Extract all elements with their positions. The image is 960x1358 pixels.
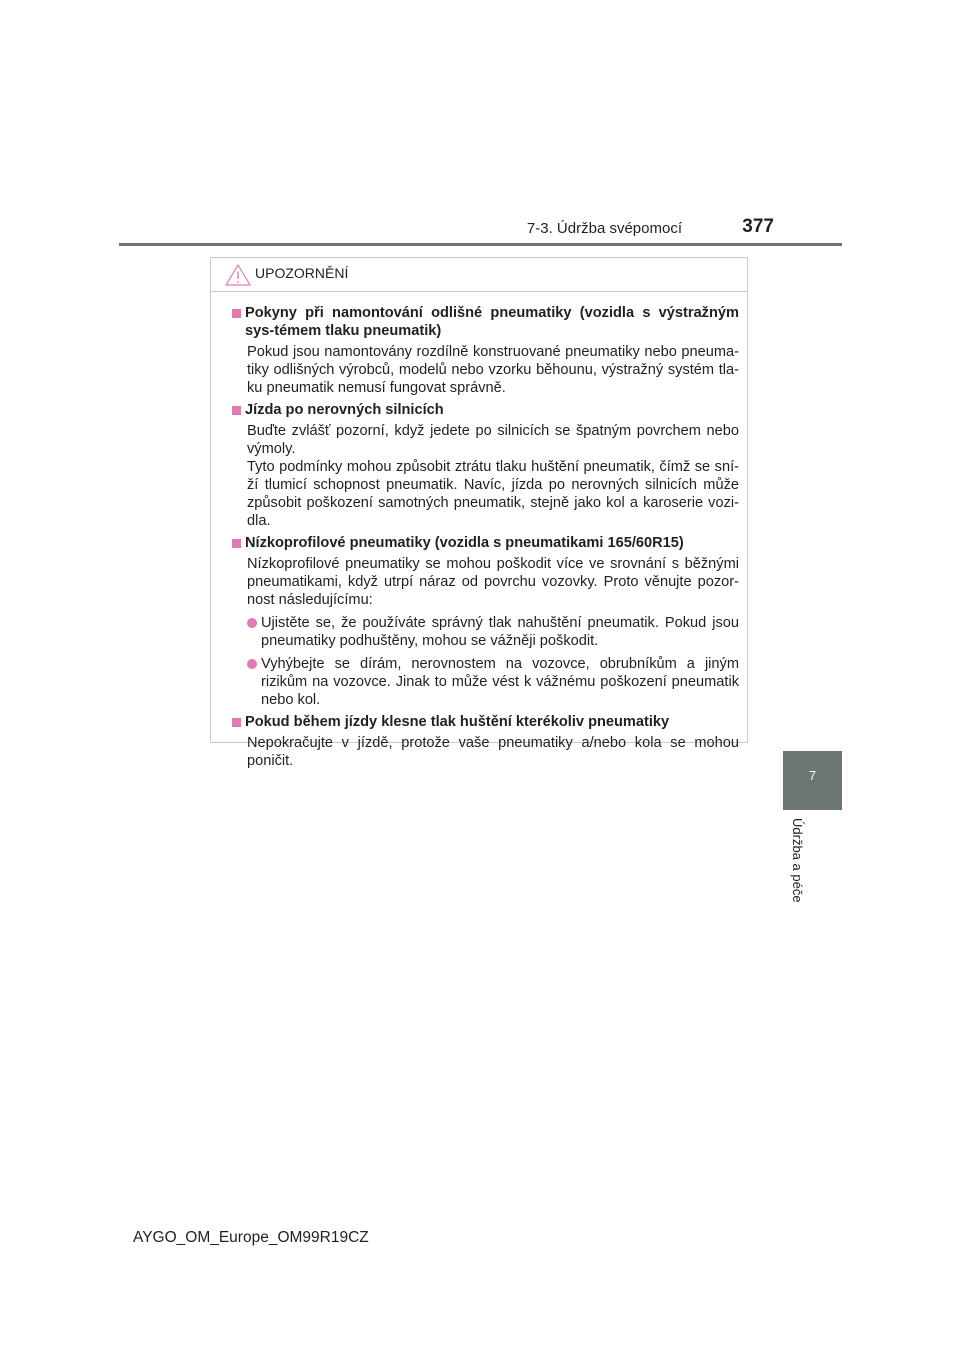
section-heading — [229, 304, 739, 340]
caution-header — [211, 258, 747, 292]
square-bullet-icon — [232, 406, 241, 415]
paragraph: Nepokračujte v jízdě, protože vaše pneumatiky a/nebo kola se mohou poničit. — [247, 735, 739, 769]
section-heading — [229, 401, 739, 419]
header-rule — [119, 243, 842, 246]
footer-doc-id: AYGO_OM_Europe_OM99R19CZ — [133, 1229, 369, 1246]
page-number: 377 — [742, 216, 774, 237]
paragraph: Pokud jsou namontovány rozdílně konstruované pneumatiky nebo pneuma-tiky odlišných výrobců, modelů nebo vzorku běhounu, výstražný systém tla-ku pneumatik nemusí fungovat správně. — [247, 344, 739, 396]
round-bullet-icon — [247, 618, 257, 628]
section-heading-text: Jízda po nerovných silnicích — [245, 402, 444, 418]
bullet-item — [229, 614, 739, 650]
warning-triangle-icon — [225, 264, 251, 286]
bullet-text: Ujistěte se, že používáte správný tlak nahuštění pneumatik. Pokud jsou pneumatiky podhuštěny, mohou se vážněji poškodit. — [261, 615, 739, 649]
section-title: 7-3. Údržba svépomocí — [526, 220, 682, 237]
square-bullet-icon — [232, 539, 241, 548]
caution-section — [229, 401, 739, 530]
chapter-label: Údržba a péče — [790, 818, 805, 903]
caution-title: UPOZORNĚNÍ — [255, 265, 349, 281]
bullet-item — [229, 655, 739, 709]
chapter-tab — [783, 751, 842, 810]
caution-section — [229, 304, 739, 397]
section-heading-text: Pokyny při namontování odlišné pneumatiky (vozidla s výstražným sys-témem tlaku pneumatik) — [245, 305, 739, 339]
paragraph: Nízkoprofilové pneumatiky se mohou poškodit více ve srovnání s běžnými pneumatikami, když utrpí náraz od povrchu vozovky. Proto věnujte pozor-nost následujícímu: — [247, 556, 739, 608]
round-bullet-icon — [247, 659, 257, 669]
bullet-text: Vyhýbejte se dírám, nerovnostem na vozovce, obrubníkům a jiným rizikům na vozovce. Jinak to může vést k vážnému poškození pneumatik nebo kol. — [261, 656, 739, 708]
square-bullet-icon — [232, 718, 241, 727]
section-heading-text: Pokud během jízdy klesne tlak huštění kterékoliv pneumatiky — [245, 714, 670, 730]
section-heading — [229, 713, 739, 731]
section-heading-text: Nízkoprofilové pneumatiky (vozidla s pneumatikami 165/60R15) — [245, 535, 684, 551]
chapter-number: 7 — [808, 768, 817, 783]
caution-section — [229, 713, 739, 770]
caution-box — [210, 257, 748, 769]
paragraph: Buďte zvlášť pozorní, když jedete po silnicích se špatným povrchem nebo výmoly. — [247, 423, 739, 457]
caution-body — [211, 292, 747, 770]
section-heading — [229, 534, 739, 552]
caution-section — [229, 534, 739, 709]
paragraph: Tyto podmínky mohou způsobit ztrátu tlaku huštění pneumatik, čímž se sní-ží tlumicí schopnost pneumatik. Navíc, jízda po nerovných silnicích může způsobit poškození samotných pneumatik, stejně jako kol a karoserie vozi-dla. — [247, 459, 739, 529]
square-bullet-icon — [232, 309, 241, 318]
